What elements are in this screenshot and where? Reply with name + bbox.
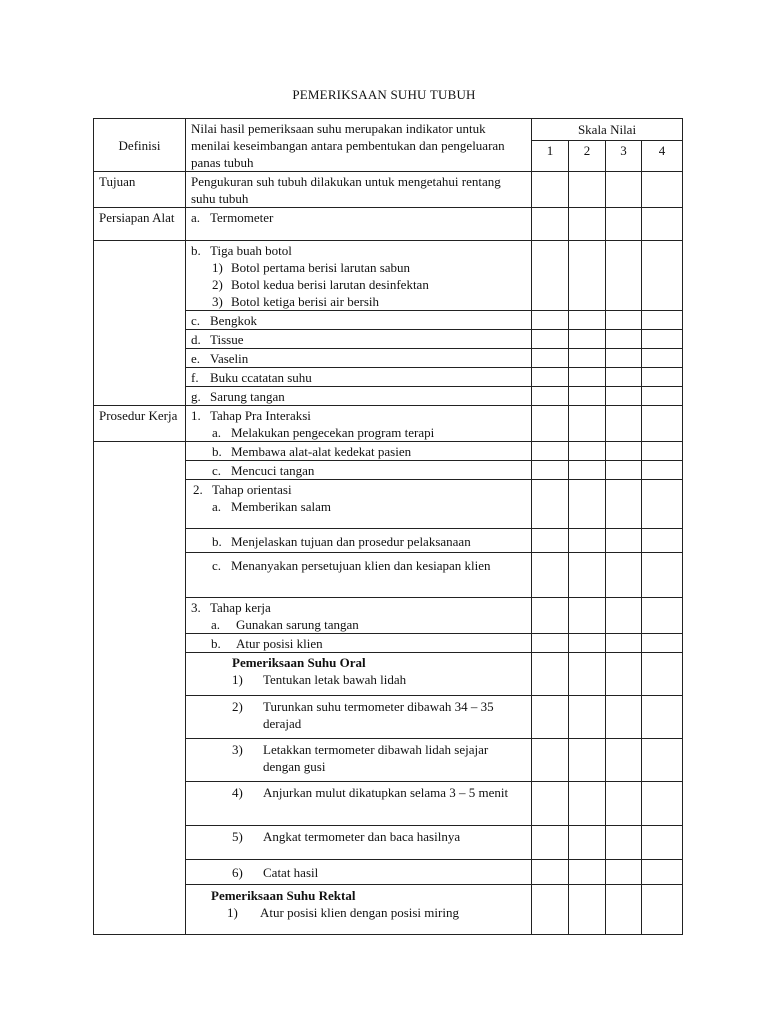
score-cell[interactable] (532, 330, 569, 349)
score-cell[interactable] (532, 480, 569, 529)
definisi-label: Definisi (94, 119, 186, 172)
score-cell[interactable] (569, 696, 606, 739)
score-cell[interactable] (569, 782, 606, 826)
score-cell[interactable] (532, 172, 569, 208)
score-cell[interactable] (532, 387, 569, 406)
oral-row-2: 2) Turunkan suhu termometer dibawah 34 – 35 derajad (94, 696, 683, 739)
tujuan-row (94, 172, 683, 208)
score-cell[interactable] (532, 368, 569, 387)
score-cell[interactable] (642, 349, 683, 368)
pemeriksaan-suhu-rektal: Pemeriksaan Suhu Rektal 1) Atur posisi klien dengan posisi miring (186, 885, 532, 935)
score-cell[interactable] (642, 406, 683, 442)
score-cell[interactable] (532, 553, 569, 598)
prosedur-row-1b: b. Membawa alat-alat kedekat pasien (94, 442, 683, 461)
oral-row-3: 3) Letakkan termometer dibawah lidah sejajar dengan gusi (94, 739, 683, 782)
score-cell[interactable] (569, 826, 606, 860)
tujuan-label: Tujuan (94, 172, 186, 208)
score-cell[interactable] (642, 442, 683, 461)
score-cell[interactable] (569, 598, 606, 634)
persiapan-e: e. Vaselin (186, 349, 532, 368)
persiapan-f: f. Buku ccatatan suhu (186, 368, 532, 387)
score-cell[interactable] (642, 653, 683, 696)
score-cell[interactable] (642, 208, 683, 241)
procedure-checklist-table (93, 118, 683, 935)
prosedur-row-2c: c. Menanyakan persetujuan klien dan kesiapan klien (94, 553, 683, 598)
score-cell[interactable] (606, 172, 642, 208)
score-cell[interactable] (606, 442, 642, 461)
score-cell[interactable] (642, 860, 683, 885)
score-cell[interactable] (569, 739, 606, 782)
tahap-orientasi: 2. Tahap orientasi a. Memberikan salam (186, 480, 532, 529)
score-cell[interactable] (532, 885, 569, 935)
score-cell[interactable] (569, 885, 606, 935)
prosedur-row-2b: b. Menjelaskan tujuan dan prosedur pelaksanaan (94, 529, 683, 553)
tahap-pra-interaksi: 1. Tahap Pra Interaksi a. Melakukan pengecekan program terapi (186, 406, 532, 442)
score-cell[interactable] (569, 860, 606, 885)
score-cell[interactable] (569, 241, 606, 311)
document-title: PEMERIKSAAN SUHU TUBUH (292, 87, 476, 102)
score-cell[interactable] (606, 634, 642, 653)
score-cell[interactable] (606, 885, 642, 935)
score-cell[interactable] (642, 311, 683, 330)
score-cell[interactable] (532, 529, 569, 553)
score-cell[interactable] (532, 461, 569, 480)
score-cell[interactable] (532, 598, 569, 634)
score-cell[interactable] (642, 696, 683, 739)
score-cell[interactable] (532, 826, 569, 860)
score-cell[interactable] (606, 387, 642, 406)
score-cell[interactable] (606, 553, 642, 598)
score-cell[interactable] (532, 349, 569, 368)
score-cell[interactable] (606, 241, 642, 311)
persiapan-label: Persiapan Alat (94, 208, 186, 241)
score-cell[interactable] (642, 387, 683, 406)
score-cell[interactable] (569, 387, 606, 406)
score-cell[interactable] (532, 406, 569, 442)
persiapan-a: a. Termometer (186, 208, 532, 241)
score-cell[interactable] (569, 529, 606, 553)
score-cell[interactable] (569, 553, 606, 598)
prosedur-label-cont (94, 442, 186, 935)
score-cell[interactable] (532, 653, 569, 696)
persiapan-d: d. Tissue (186, 330, 532, 349)
score-cell[interactable] (569, 311, 606, 330)
score-cell[interactable] (606, 653, 642, 696)
definisi-text: Nilai hasil pemeriksaan suhu merupakan indikator untuk menilai keseimbangan antara pembentukan dan pengeluaran panas tubuh (186, 119, 532, 172)
score-cell[interactable] (642, 598, 683, 634)
score-cell[interactable] (569, 461, 606, 480)
rektal-heading: Pemeriksaan Suhu Rektal (211, 888, 356, 903)
persiapan-g: g. Sarung tangan (186, 387, 532, 406)
prosedur-row-3b: b. Atur posisi klien (94, 634, 683, 653)
score-cell[interactable] (642, 529, 683, 553)
score-cell[interactable] (606, 782, 642, 826)
score-cell[interactable] (606, 461, 642, 480)
oral-row-4: 4) Anjurkan mulut dikatupkan selama 3 – 5 menit (94, 782, 683, 826)
skala-nilai-header: Skala Nilai (532, 119, 683, 141)
score-cell[interactable] (642, 553, 683, 598)
score-cell[interactable] (642, 739, 683, 782)
score-cell[interactable] (569, 330, 606, 349)
persiapan-row-a (94, 208, 683, 241)
score-cell[interactable] (569, 634, 606, 653)
score-cell[interactable] (606, 208, 642, 241)
score-cell[interactable] (532, 739, 569, 782)
score-cell[interactable] (606, 330, 642, 349)
prosedur-row-1 (94, 406, 683, 442)
score-cell[interactable] (532, 311, 569, 330)
score-cell[interactable] (642, 826, 683, 860)
score-cell[interactable] (606, 311, 642, 330)
score-cell[interactable] (642, 172, 683, 208)
score-cell[interactable] (532, 860, 569, 885)
oral-row-5: 5) Angkat termometer dan baca hasilnya (94, 826, 683, 860)
score-cell[interactable] (569, 208, 606, 241)
skala-2: 2 (569, 140, 606, 171)
skala-1: 1 (532, 140, 569, 171)
tujuan-text: Pengukuran suh tubuh dilakukan untuk mengetahui rentang suhu tubuh (186, 172, 532, 208)
score-cell[interactable] (569, 480, 606, 529)
score-cell[interactable] (532, 782, 569, 826)
persiapan-c: c. Bengkok (186, 311, 532, 330)
score-cell[interactable] (642, 461, 683, 480)
score-cell[interactable] (532, 208, 569, 241)
score-cell[interactable] (532, 696, 569, 739)
skala-3: 3 (606, 140, 642, 171)
oral-heading: Pemeriksaan Suhu Oral (232, 655, 366, 670)
score-cell[interactable] (606, 860, 642, 885)
persiapan-row-b (94, 241, 683, 311)
prosedur-row-1c: c. Mencuci tangan (94, 461, 683, 480)
score-cell[interactable] (606, 349, 642, 368)
oral-row-6: 6) Catat hasil (94, 860, 683, 885)
score-cell[interactable] (532, 634, 569, 653)
score-cell[interactable] (569, 442, 606, 461)
score-cell[interactable] (606, 696, 642, 739)
tahap-kerja: 3. Tahap kerja a. Gunakan sarung tangan (186, 598, 532, 634)
score-cell[interactable] (642, 634, 683, 653)
score-cell[interactable] (532, 442, 569, 461)
score-cell[interactable] (642, 480, 683, 529)
score-cell[interactable] (606, 598, 642, 634)
score-cell[interactable] (569, 349, 606, 368)
persiapan-label-cont (94, 241, 186, 406)
score-cell[interactable] (569, 172, 606, 208)
score-cell[interactable] (642, 330, 683, 349)
score-cell[interactable] (569, 406, 606, 442)
score-cell[interactable] (606, 406, 642, 442)
score-cell[interactable] (606, 368, 642, 387)
score-cell[interactable] (642, 241, 683, 311)
prosedur-label: Prosedur Kerja (94, 406, 186, 442)
score-cell[interactable] (606, 739, 642, 782)
score-cell[interactable] (606, 529, 642, 553)
score-cell[interactable] (606, 826, 642, 860)
pemeriksaan-suhu-oral: Pemeriksaan Suhu Oral 1) Tentukan letak bawah lidah (186, 653, 532, 696)
score-cell[interactable] (642, 368, 683, 387)
score-cell[interactable] (569, 653, 606, 696)
score-cell[interactable] (642, 885, 683, 935)
header-row (94, 119, 683, 141)
score-cell[interactable] (606, 480, 642, 529)
score-cell[interactable] (532, 241, 569, 311)
score-cell[interactable] (642, 782, 683, 826)
skala-4: 4 (642, 140, 683, 171)
persiapan-b: b. Tiga buah botol 1) Botol pertama berisi larutan sabun 2) Botol kedua berisi larutan desinfektan 3) Botol ketiga berisi air bersih (186, 241, 532, 311)
score-cell[interactable] (569, 368, 606, 387)
